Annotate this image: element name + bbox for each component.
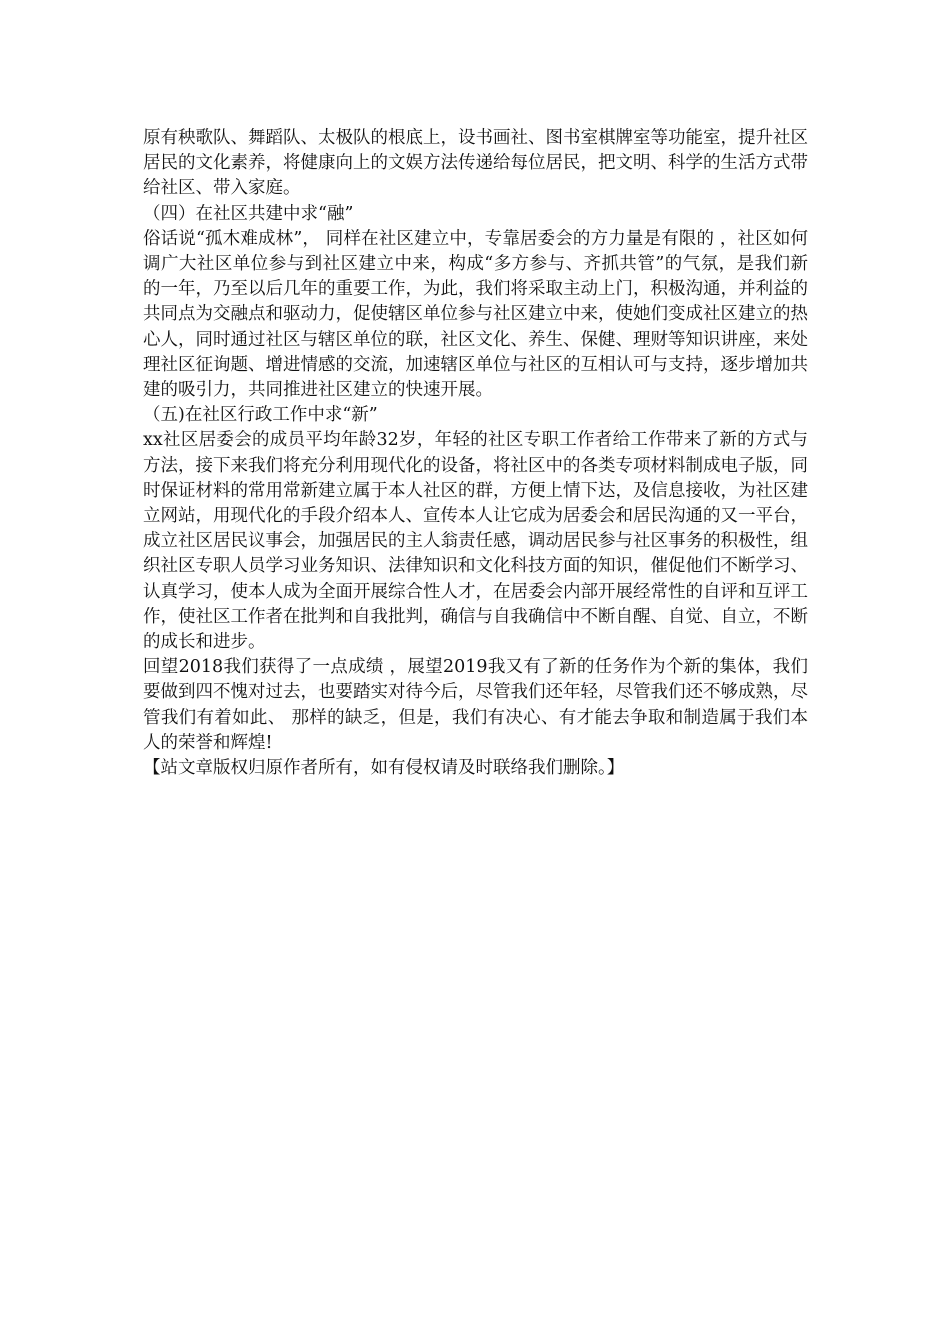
paragraph-culture: 原有秧歌队、舞蹈队、太极队的根底上，设书画社、图书室棋牌室等功能室，提升社区居民的文化素养，将健康向上的文娱方法传递给每位居民，把文明、科学的生活方式带给社区、带入家庭。 [143,128,808,199]
section-heading-4: （四）在社区共建中求“融” [143,203,354,224]
section-heading-5: （五)在社区行政工作中求“新” [143,405,378,426]
paragraph-administration: xx社区居委会的成员平均年龄32岁，年轻的社区专职工作者给工作带来了新的方式与方法，接下来我们将充分利用现代化的设备，将社区中的各类专项材料制成电子版，同时保证材料的常用常新建立属于本人社区的群，方便上情下达，及信息接收，为社区建立网站，用现代化的手段介绍本人、宣传本人让它成为居委会和居民沟通的又一平台，成立社区居民议事会，加强居民的主人翁责任感，调动居民参与社区事务的积极性，组织社区专职人员学习业务知识、法律知识和文化科技方面的知识，催促他们不断学习、认真学习，使本人成为全面开展综合性人才，在居委会内部开展经常性的自评和互评工作，使社区工作者在批判和自我批判，确信与自我确信中不断自醒、自觉、自立，不断的成长和进步。 [143,430,808,653]
document-body [143,126,808,781]
paragraph-outlook: 回望2018我们获得了一点成绩 ，展望2019我又有了新的任务作为个新的集体，我们要做到四不愧对过去，也要踏实对待今后，尽管我们还年轻，尽管我们还不够成熟，尽管我们有着如此、 那样的缺乏，但是，我们有决心、有才能去争取和制造属于我们本人的荣誉和辉煌! [143,657,808,753]
paragraph-co-construction: 俗话说“孤木难成林”， 同样在社区建立中，专靠居委会的方力量是有限的 ，社区如何调广大社区单位参与到社区建立中来，构成“多方参与、齐抓共管”的气氛，是我们新的一年，乃至以后几年的重要工作，为此，我们将采取主动上门，积极沟通，并利益的共同点为交融点和驱动力，促使辖区单位参与社区建立中来，使她们变成社区建立的热心人，同时通过社区与辖区单位的联，社区文化、养生、保健、理财等知识讲座，来处理社区征询题、增进情感的交流，加速辖区单位与社区的互相认可与支持，逐步增加共建的吸引力，共同推进社区建立的快速开展。 [143,228,808,401]
copyright-notice: 【站文章版权归原作者所有，如有侵权请及时联络我们删除。】 [143,758,625,779]
